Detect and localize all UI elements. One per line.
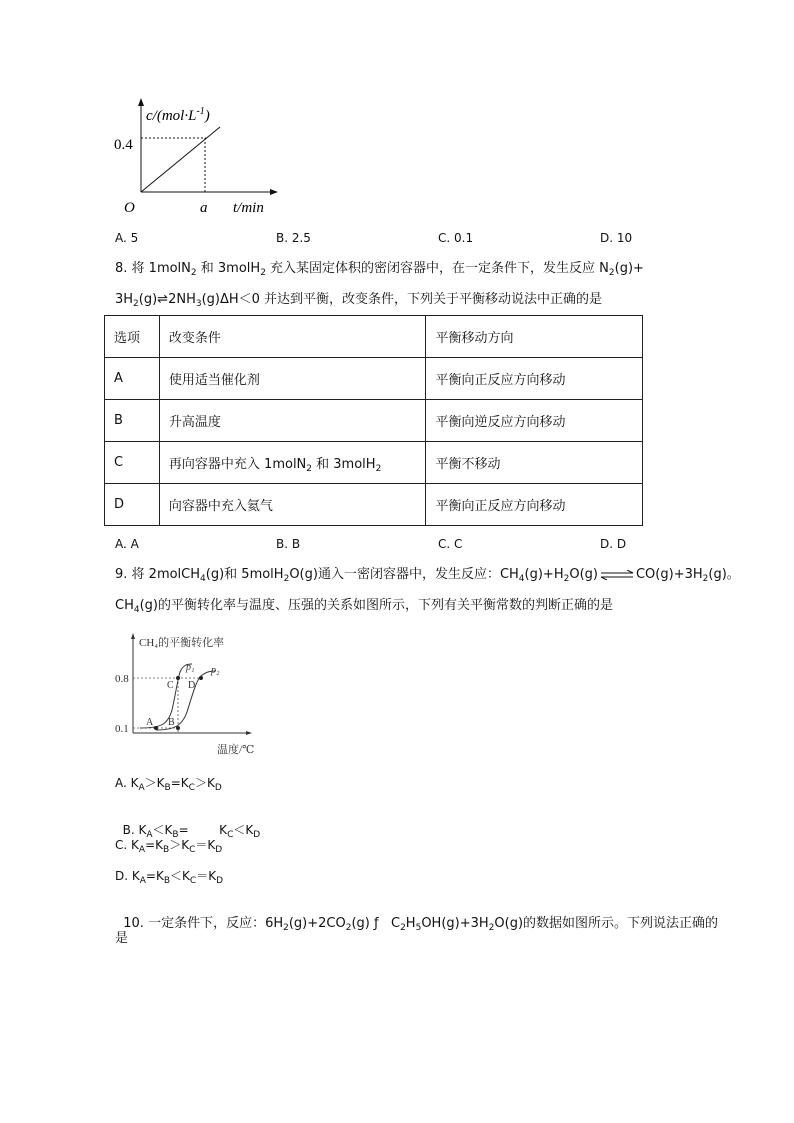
- table-cell: 平衡向逆反应方向移动: [426, 400, 643, 442]
- table-row: [105, 400, 643, 442]
- concentration-time-graph: [110, 95, 290, 220]
- table-cell: 平衡向正反应方向移动: [426, 358, 643, 400]
- table-cell: 再向容器中充入 1molN$_2$ 和 3molH$_2$: [159, 442, 426, 484]
- curve-p2-label: p₂: [211, 665, 220, 676]
- table-header-cell: 平衡移动方向: [426, 316, 643, 358]
- q7-option-d: D. 10: [600, 231, 633, 245]
- q9-stem-line2: $CH_4(g)$的平衡转化率与温度、压强的关系如图所示，下列有关平衡常数的判断正确的是: [115, 598, 613, 615]
- q7-option-a: A. 5: [115, 231, 139, 245]
- point-c-label: C: [167, 680, 174, 691]
- graph1-ylabel: $c/(mol\cdot L^{-1})$: [146, 106, 210, 124]
- graph2-y-tick-01: 0.1: [115, 723, 129, 735]
- graph2-xlabel: 温度/℃: [217, 744, 255, 756]
- q8-option-c: C. C: [438, 537, 463, 551]
- conversion-temperature-graph: [112, 630, 272, 760]
- graph1-y-tick: 0.4: [114, 137, 133, 153]
- table-row: [105, 358, 643, 400]
- q9-option-d: D. $K_A=K_B<K_C=K_D$: [115, 869, 224, 886]
- table-cell: 使用适当催化剂: [159, 358, 426, 400]
- table-header-cell: 选项: [105, 316, 160, 358]
- point-b-label: B: [168, 717, 175, 728]
- graph1-origin: O: [124, 200, 135, 216]
- graph2-y-tick-08: 0.8: [115, 673, 129, 685]
- graph1-xlabel: t/min: [233, 200, 264, 216]
- table-cell: 向容器中充入氦气: [159, 484, 426, 526]
- table-header-cell: 改变条件: [159, 316, 426, 358]
- q8-option-d: D. D: [600, 537, 627, 551]
- equilibrium-arrow-icon: [599, 570, 635, 580]
- q9-option-a: A. $K_A>K_B=K_C>K_D$: [115, 776, 222, 793]
- curve-p2: [156, 671, 216, 730]
- point-b: [176, 726, 180, 730]
- point-a: [154, 726, 158, 730]
- table-cell: 平衡不移动: [426, 442, 643, 484]
- table-cell: 升高温度: [159, 400, 426, 442]
- graph2-ylabel: CH₄的平衡转化率: [139, 637, 225, 649]
- point-d: [199, 676, 203, 680]
- graph1-y-arrow: [138, 98, 144, 106]
- graph1-line: [141, 127, 220, 192]
- table-row: [105, 484, 643, 526]
- q7-option-b: B. 2.5: [276, 231, 311, 245]
- table-cell: C: [105, 442, 160, 484]
- table-row: [105, 442, 643, 484]
- graph1-x-arrow: [270, 189, 278, 195]
- table-cell: 平衡向正反应方向移动: [426, 484, 643, 526]
- graph1-x-tick: a: [200, 200, 208, 216]
- point-d-label: D: [188, 680, 196, 691]
- q9-option-c: C. $K_A=K_B>K_C=K_D$: [115, 838, 223, 855]
- q8-stem-line1: 8. 将 1molN$_2$ 和 3molH$_2$ 充入某固定体积的密闭容器中，在一定条件下，发生反应 $N_2(g)+$: [115, 261, 644, 278]
- q10-stem-line2: 是: [115, 931, 129, 946]
- q8-table: [104, 315, 643, 526]
- q10-stem-line1: 10. 一定条件下，反应：$6H_2(g)+2CO_2(g)$ ƒ $C_2H_5OH(g)+3H_2O(g)$的数据如图所示。下列说法正确的: [123, 916, 719, 933]
- q9-stem-line1: 9. 将 2molCH$_4$(g)和 5molH$_2$O(g)通入一密闭容器中，发生反应：$CH_4(g)+H_2O(g)$ $CO(g)+3H_2(g)$。: [115, 567, 740, 584]
- q9-option-b: B. $K_A<K_B=$ $K_C<K_D$: [122, 823, 261, 840]
- q8-stem-line2: $3H_2(g)\rightleftharpoons 2NH_3(g)\Delta H<0$ 并达到平衡，改变条件，下列关于平衡移动说法中正确的是: [115, 292, 603, 309]
- point-a-label: A: [146, 717, 154, 728]
- q8-option-a: A. A: [115, 537, 139, 551]
- table-cell: B: [105, 400, 160, 442]
- table-header-row: [105, 316, 643, 358]
- graph2-x-arrow: [246, 731, 252, 735]
- q8-option-b: B. B: [276, 537, 301, 551]
- curve-p1-label: p₁: [186, 662, 195, 673]
- q7-option-c: C. 0.1: [438, 231, 474, 245]
- table-cell: D: [105, 484, 160, 526]
- graph2-y-arrow: [131, 633, 135, 639]
- point-c: [176, 676, 180, 680]
- table-cell: A: [105, 358, 160, 400]
